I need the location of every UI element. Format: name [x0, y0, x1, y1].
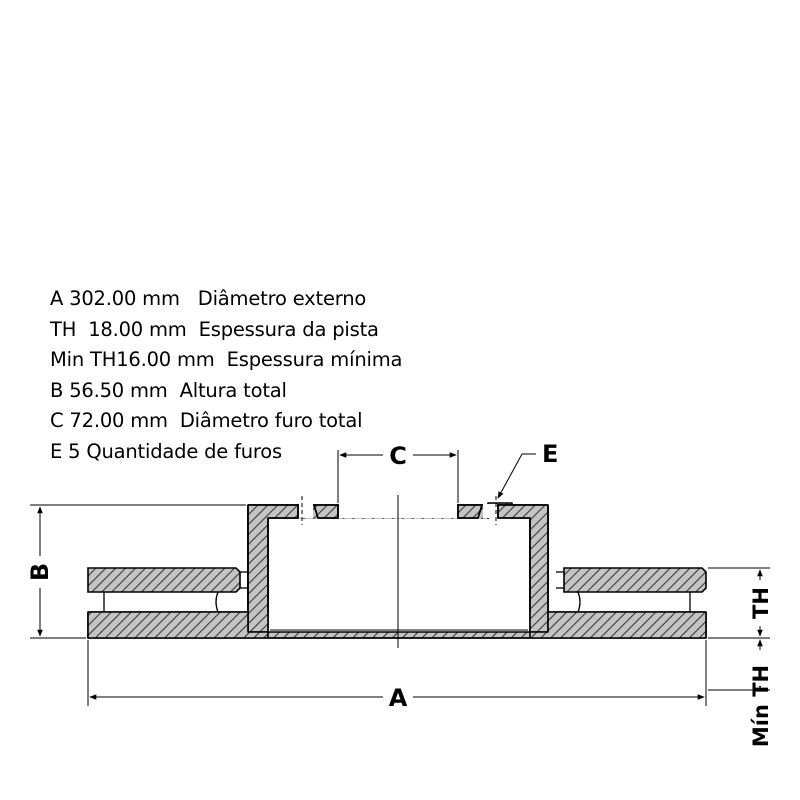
dimension-a-label: A	[388, 684, 408, 712]
spec-code: Min TH	[50, 348, 117, 371]
spec-value: 18.00 mm	[88, 317, 187, 341]
upper-plate-left	[88, 568, 240, 592]
spec-description: Quantidade de furos	[86, 439, 282, 463]
spec-code: E	[50, 439, 63, 463]
dimension-e-label: E	[542, 440, 559, 468]
spec-code: C	[50, 409, 64, 432]
spec-value: 16.00 mm	[116, 348, 215, 371]
dimension-th-label: TH	[749, 587, 773, 619]
spec-value: 302.00 mm	[69, 287, 180, 310]
spec-description: Diâmetro externo	[197, 287, 367, 310]
spec-value: 56.50 mm	[69, 378, 168, 402]
dimension-min-th-label: Mín TH	[749, 664, 773, 748]
spec-description: Espessura da pista	[198, 317, 379, 341]
spec-value: 72.00 mm	[69, 409, 168, 432]
spec-code: A	[50, 287, 64, 310]
spec-description: Espessura mínima	[226, 348, 403, 371]
dimension-e	[498, 454, 536, 498]
dimension-c-label: C	[389, 442, 407, 470]
upper-plate-right	[564, 568, 706, 592]
spec-value: 5	[68, 439, 81, 463]
spec-code: TH	[50, 317, 77, 341]
spec-description: Altura total	[179, 378, 287, 402]
spec-description: Diâmetro furo total	[179, 409, 363, 432]
hat-interior	[269, 504, 529, 631]
spec-code: B	[50, 378, 64, 402]
dimension-b-label: B	[26, 562, 54, 582]
